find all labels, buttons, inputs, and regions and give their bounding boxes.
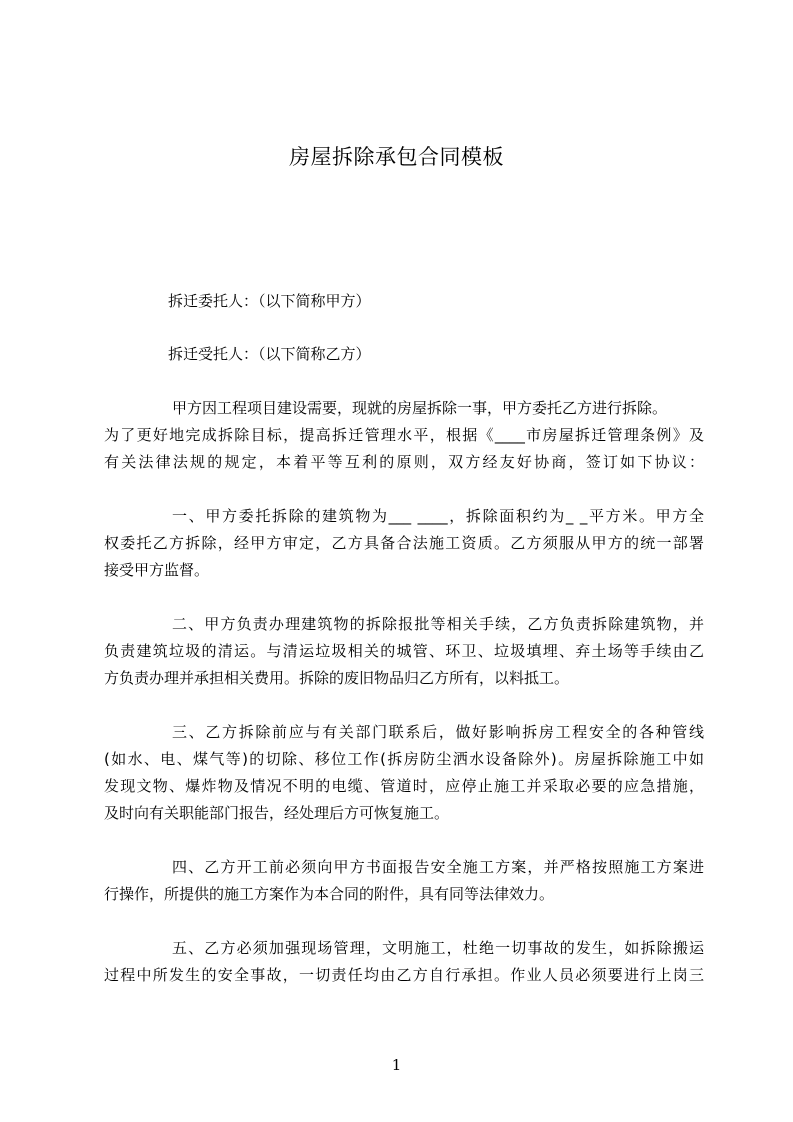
clause-3-line-1: 三、乙方拆除前应与有关部门联系后，做好影响拆房工程安全的各种管线 xyxy=(172,723,704,741)
clause-1-line-2: 权委托乙方拆除，经甲方审定，乙方具备合法施工资质。乙方须服从甲方的统一部署 xyxy=(104,534,704,552)
clause-1-line-1: 一、甲方委托拆除的建筑物为___ ____，拆除面积约为_ _平方米。甲方全 xyxy=(172,507,704,525)
party-a-line: 拆迁委托人：（以下简称甲方） xyxy=(168,292,371,310)
party-b-line: 拆迁受托人：（以下简称乙方） xyxy=(168,345,371,363)
clause-3-line-4: 及时向有关职能部门报告，经处理后方可恢复施工。 xyxy=(104,804,450,822)
page-number: 1 xyxy=(391,1056,402,1074)
clause-5-line-1: 五、乙方必须加强现场管理，文明施工，杜绝一切事故的发生，如拆除搬运 xyxy=(172,939,704,957)
clause-4-line-2: 行操作，所提供的施工方案作为本合同的附件，具有同等法律效力。 xyxy=(104,885,555,903)
clause-3-line-3: 发现文物、爆炸物及情况不明的电缆、管道时，应停止施工并采取必要的应急措施， xyxy=(104,777,704,795)
clause-4-line-1: 四、乙方开工前必须向甲方书面报告安全施工方案，并严格按照施工方案进 xyxy=(172,858,704,876)
clause-5-line-2: 过程中所发生的安全事故，一切责任均由乙方自行承担。作业人员必须要进行上岗三 xyxy=(104,966,704,984)
paragraph-1-line-2: 为了更好地完成拆除目标，提高拆迁管理水平，根据《____市房屋拆迁管理条例》及 xyxy=(104,426,704,444)
clause-2-line-3: 方负责办理并承担相关费用。拆除的废旧物品归乙方所有，以料抵工。 xyxy=(104,669,570,687)
clause-3-line-2: (如水、电、煤气等)的切除、移位工作(拆房防尘洒水设备除外)。房屋拆除施工中如 xyxy=(104,750,704,768)
clause-2-line-2: 负责建筑垃圾的清运。与清运垃圾相关的城管、环卫、垃圾填埋、弃土场等手续由乙 xyxy=(104,642,704,660)
clause-2-line-1: 二、甲方负责办理建筑物的拆除报批等相关手续，乙方负责拆除建筑物，并 xyxy=(172,615,704,633)
document-title: 房屋拆除承包合同模板 xyxy=(289,145,504,169)
clause-1-line-3: 接受甲方监督。 xyxy=(104,561,210,579)
paragraph-1-line-1: 甲方因工程项目建设需要，现就的房屋拆除一事，甲方委托乙方进行拆除。 xyxy=(172,399,668,417)
paragraph-1-line-3: 有关法律法规的规定，本着平等互利的原则，双方经友好协商，签订如下协议： xyxy=(104,453,704,471)
